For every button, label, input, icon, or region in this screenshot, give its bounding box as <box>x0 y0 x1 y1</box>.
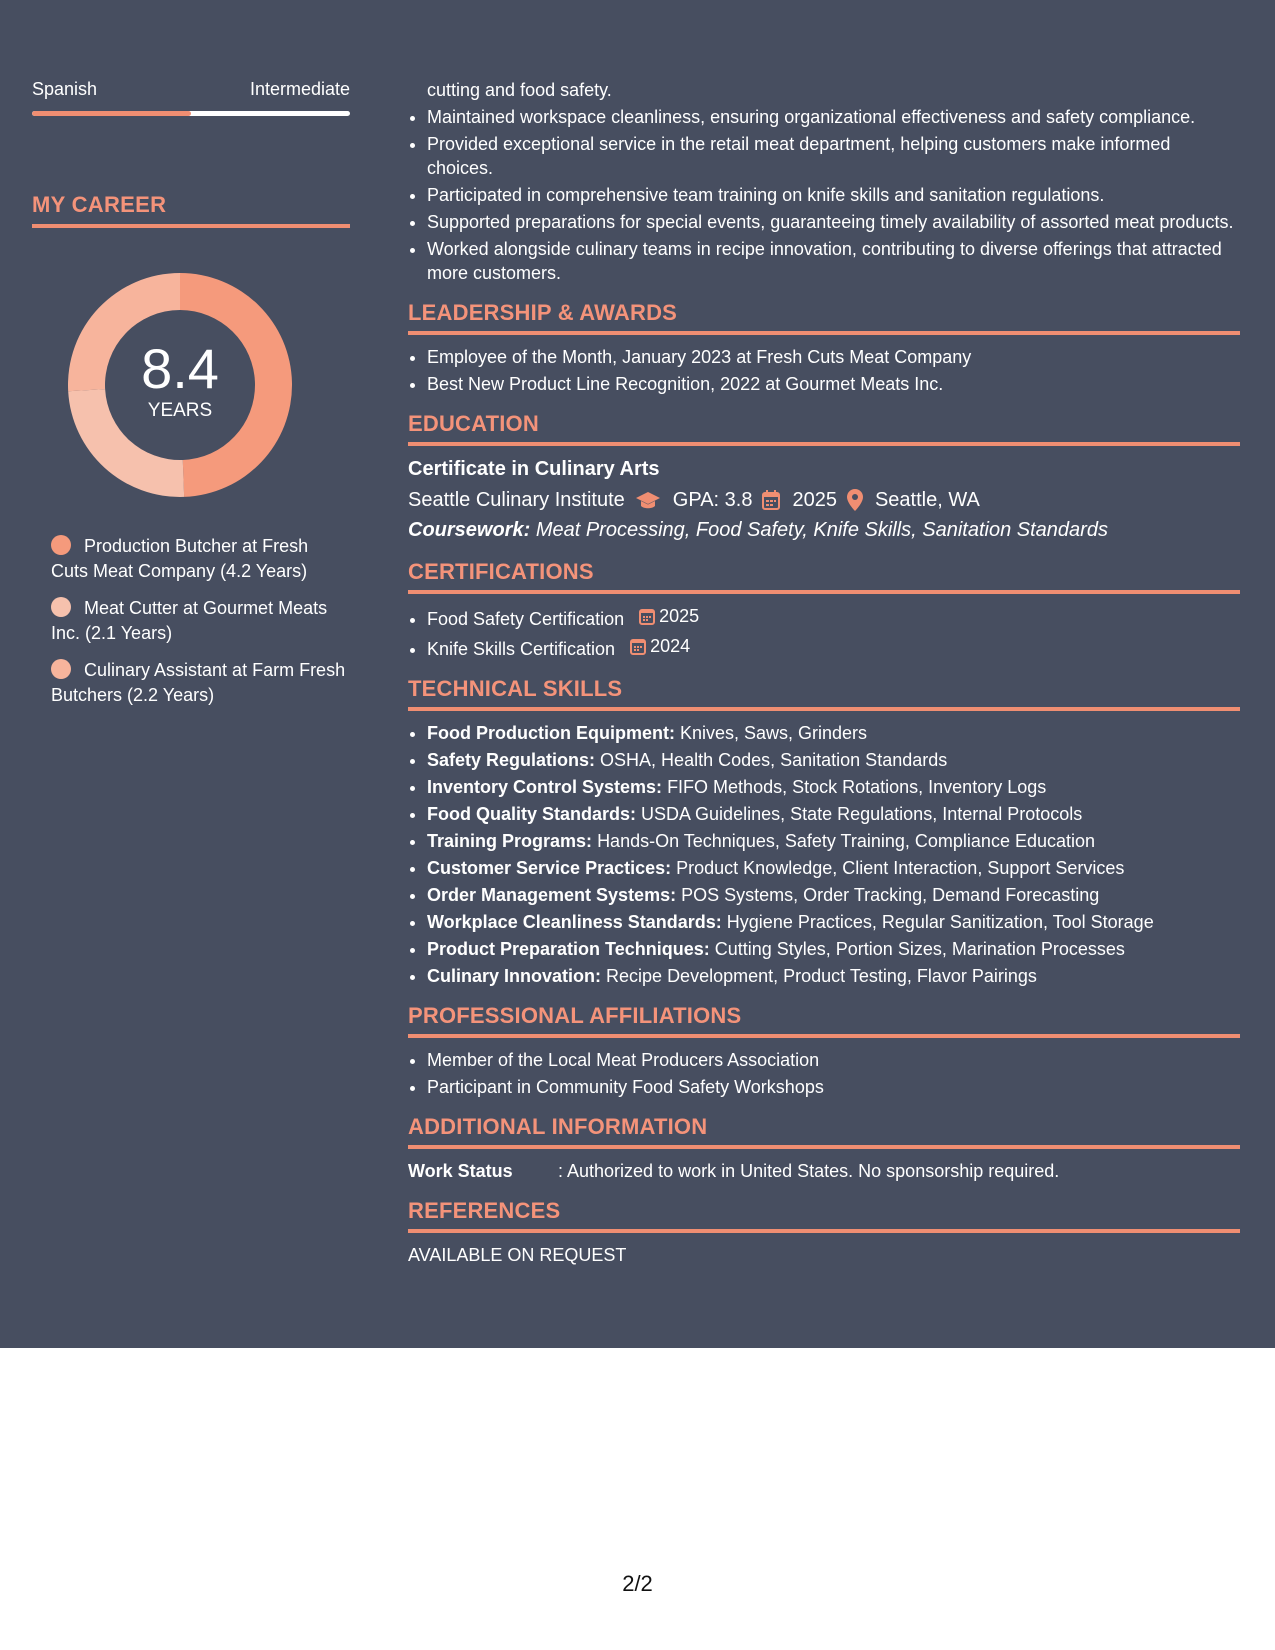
skill-item <box>427 721 1240 745</box>
skills-title: TECHNICAL SKILLS <box>408 676 1240 711</box>
location-pin-icon <box>847 489 863 511</box>
experience-bullet: • Worked alongside culinary teams in recipe innovation, contributing to diverse offerings that attracted more customers. <box>427 237 1240 285</box>
calendar-icon <box>762 490 780 510</box>
career-legend-label: Production Butcher at Fresh Cuts Meat Company (4.2 Years) <box>51 536 309 581</box>
skill-item <box>427 748 1240 772</box>
skill-label: Food Production Equipment: <box>427 723 675 743</box>
legend-dot <box>51 597 71 617</box>
experience-continued-line: cutting and food safety. <box>427 80 612 100</box>
coursework-value: Meat Processing, Food Safety, Knife Skills, Sanitation Standards <box>535 519 1108 541</box>
affiliation-item: • Participant in Community Food Safety Workshops <box>427 1075 1240 1099</box>
skill-value: USDA Guidelines, State Regulations, Internal Protocols <box>641 804 1083 824</box>
references-title: REFERENCES <box>408 1198 1240 1233</box>
skill-label: Culinary Innovation: <box>427 966 602 986</box>
language-proficiency-fill <box>32 111 191 116</box>
additional-section <box>408 1114 1240 1183</box>
career-total-unit: YEARS <box>147 400 213 421</box>
career-legend-item <box>51 596 350 646</box>
calendar-icon <box>630 637 646 655</box>
education-coursework <box>408 516 1240 544</box>
education-year: 2025 <box>792 489 837 511</box>
references-text: AVAILABLE ON REQUEST <box>408 1245 627 1265</box>
skill-value: FIFO Methods, Stock Rotations, Inventory Logs <box>667 777 1047 797</box>
skill-value: OSHA, Health Codes, Sanitation Standards <box>600 750 948 770</box>
skill-item <box>427 964 1240 988</box>
skill-label: Food Quality Standards: <box>427 804 637 824</box>
work-status-label: Work Status <box>408 1161 513 1181</box>
certification-year: 2025 <box>659 606 700 626</box>
skill-value: Product Knowledge, Client Interaction, Support Services <box>676 858 1125 878</box>
calendar-icon <box>639 607 655 625</box>
certifications-section <box>408 559 1240 661</box>
certifications-title: CERTIFICATIONS <box>408 559 1240 594</box>
career-heading: MY CAREER <box>32 192 350 228</box>
career-legend <box>32 534 350 708</box>
skill-item <box>427 910 1240 934</box>
career-legend-label: Meat Cutter at Gourmet Meats Inc. (2.1 Years) <box>51 598 328 643</box>
leadership-title: LEADERSHIP & AWARDS <box>408 300 1240 335</box>
skill-label: Customer Service Practices: <box>427 858 672 878</box>
skill-label: Inventory Control Systems: <box>427 777 663 797</box>
legend-dot <box>51 535 71 555</box>
language-name: Spanish <box>32 79 98 99</box>
career-donut-chart <box>65 270 295 500</box>
skill-label: Order Management Systems: <box>427 885 677 905</box>
skill-value: Recipe Development, Product Testing, Flavor Pairings <box>606 966 1037 986</box>
career-total-years: 8.4 <box>141 337 219 400</box>
certification-year: 2024 <box>650 636 691 656</box>
education-degree: Certificate in Culinary Arts <box>408 458 660 480</box>
career-legend-item <box>51 534 350 584</box>
award-item: • Employee of the Month, January 2023 at Fresh Cuts Meat Company <box>427 345 1240 369</box>
skill-label: Workplace Cleanliness Standards: <box>427 912 722 932</box>
education-school: Seattle Culinary Institute <box>408 489 625 511</box>
skill-item <box>427 883 1240 907</box>
donut-center <box>65 337 295 422</box>
education-meta <box>408 486 1240 514</box>
skill-value: Knives, Saws, Grinders <box>679 723 868 743</box>
experience-bullet: • Supported preparations for special events, guaranteeing timely availability of assorted meat products. <box>427 210 1240 234</box>
language-row <box>32 78 350 100</box>
page-number: 2/2 <box>622 1571 653 1596</box>
leadership-section <box>408 300 1240 396</box>
skill-label: Training Programs: <box>427 831 593 851</box>
education-title: EDUCATION <box>408 411 1240 446</box>
skill-label: Product Preparation Techniques: <box>427 939 710 959</box>
experience-bullet: • Maintained workspace cleanliness, ensuring organizational effectiveness and safety compliance. <box>427 105 1240 129</box>
skill-item <box>427 775 1240 799</box>
additional-title: ADDITIONAL INFORMATION <box>408 1114 1240 1149</box>
coursework-label: Coursework: <box>408 519 531 541</box>
skill-item <box>427 802 1240 826</box>
certification-name: Food Safety Certification <box>427 609 625 629</box>
experience-bullet: • Provided exceptional service in the retail meat department, helping customers make informed choices. <box>427 132 1240 180</box>
skill-value: Hygiene Practices, Regular Sanitization, Tool Storage <box>726 912 1154 932</box>
skill-item <box>427 829 1240 853</box>
certification-name: Knife Skills Certification <box>427 639 616 659</box>
work-status-value: : Authorized to work in United States. No sponsorship required. <box>558 1161 1060 1181</box>
skill-value: Hands-On Techniques, Safety Training, Compliance Education <box>597 831 1096 851</box>
career-legend-label: Culinary Assistant at Farm Fresh Butchers (2.2 Years) <box>51 660 346 705</box>
skill-value: POS Systems, Order Tracking, Demand Forecasting <box>681 885 1100 905</box>
experience-bullets <box>408 78 1240 285</box>
legend-dot <box>51 659 71 679</box>
language-level: Intermediate <box>249 79 350 99</box>
affiliations-title: PROFESSIONAL AFFILIATIONS <box>408 1003 1240 1038</box>
references-section <box>408 1198 1240 1267</box>
certification-item <box>427 604 1240 631</box>
skill-item <box>427 856 1240 880</box>
skill-label: Safety Regulations: <box>427 750 596 770</box>
graduation-cap-icon <box>635 490 661 510</box>
affiliations-section <box>408 1003 1240 1099</box>
skills-section <box>408 676 1240 988</box>
affiliation-item: • Member of the Local Meat Producers Association <box>427 1048 1240 1072</box>
language-proficiency-bar <box>32 111 350 116</box>
award-item: • Best New Product Line Recognition, 2022 at Gourmet Meats Inc. <box>427 372 1240 396</box>
skill-value: Cutting Styles, Portion Sizes, Marination Processes <box>714 939 1125 959</box>
sidebar <box>32 78 350 720</box>
experience-bullet: • Participated in comprehensive team training on knife skills and sanitation regulations. <box>427 183 1240 207</box>
education-section <box>408 411 1240 544</box>
education-location: Seattle, WA <box>874 489 980 511</box>
work-status-row <box>408 1159 1240 1183</box>
skill-item <box>427 937 1240 961</box>
education-gpa: GPA: 3.8 <box>672 489 753 511</box>
career-legend-item <box>51 658 350 708</box>
main-column <box>408 78 1240 1267</box>
certification-item <box>427 634 1240 661</box>
